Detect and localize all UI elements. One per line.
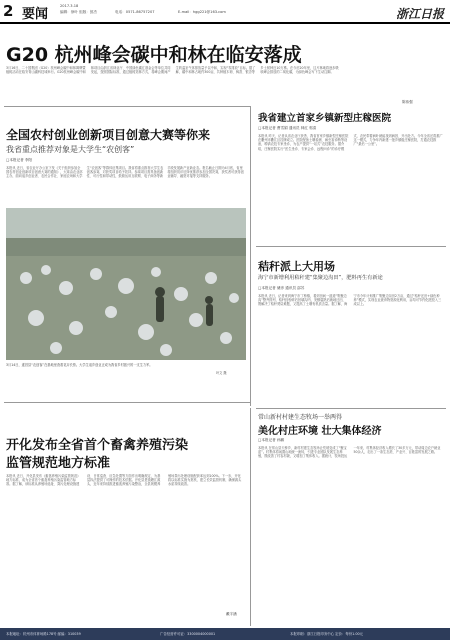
editor-line: 编辑：徐叶 组版：郎杰: [60, 10, 98, 14]
ranch-byline: □本报记者 孙鹏: [258, 438, 285, 442]
column-divider: [250, 106, 251, 406]
divider: [256, 408, 446, 409]
livestock-lead: 本报讯 近日，开化县发布《畜禽养殖污染监管规范》地方标准，成为全省首个畜禽养殖污染监管地方标准。: [6, 474, 81, 487]
livestock-headline-2: 监管规范地方标准: [6, 456, 111, 471]
hospital-body-b: 据介绍，庄稼医院实行“医生坐诊、专家会诊、远程问诊”的诊疗模式，农民带着病叶就能找到病因、开出处方。今年全省还将推广这一模式，力争年内新建一批乡镇级庄稼医院，打通农技推广“最后一公里”。: [258, 134, 443, 151]
contest-subtitle: 我省重点推荐对象是大学生“农创客”: [6, 145, 135, 154]
column-divider: [250, 408, 251, 626]
phone-line: 电话：0571-86757207: [115, 10, 155, 14]
lead-body: 3月16日，二十国集团（G20）杭州峰会碳中和林揭牌暨植树活动在临安青山湖科技城举行。G20杭州峰会碳中和林项目由浙江省林业厅、中国绿色碳汇基金会等单位共同发起，按照国际标准，通过植树造林方式，将峰会期间产生的温室气体排放量予以中和，实现“零排放”目标。据了解，碳中和林占地约300亩，共种植木荷、枫香、银杏等乡土树种近10万株。在今后20年里，这片林地将逐步吸收峰会排放的二氧化碳，为绿色峰会写下生动注脚。: [6, 66, 339, 75]
ranch-body-b: 据统计，牧场投运一年来，村集体经济收入增长了30多万元，带动周边农户就业50余人，走出了一条生态美、产业兴、百姓富的发展之路。: [321, 446, 441, 459]
footer-license: 广告经营许可证：3300004000001: [160, 632, 216, 636]
header-rule: [0, 22, 450, 24]
ranch-body-a: 本报讯 在常山县天桥乡，新村村建生态牧场让荒坡变成了“聚宝盆”。村集体将闲置山地统一流转，引进专业团队发展生态养殖，既改善了村容村貌，又增加了集体收入。: [258, 446, 347, 459]
ranch-headline: 美化村庄环境 壮大集体经济: [258, 426, 382, 437]
hospital-headline: 我省建立首家乡镇新型庄稼医院: [258, 113, 392, 124]
livestock-byline: 戴宇涵: [226, 612, 237, 616]
contest-body-b: 参赛项目需具备创新性、可行性和带动性，鼓励运用互联网、电子商务等新手段发展新产业新业态。报名截止日期为4月底，省里将组织初评后择优推荐参加全国决赛，获奖者可获得创业辅导、融资对接等支持服务。: [86, 166, 244, 179]
divider: [4, 106, 250, 107]
photo-scene: [6, 208, 246, 360]
straw-body-b: 据了解，海宁市今年计划推广集聚边沟田2万亩，通过“秸秆还田+绿色种养”模式，实现农业废弃物资源化利用，亩均可节约化肥投入三成以上。: [331, 294, 442, 307]
ranch-kicker: 常山新村村建生态牧场一举两得: [258, 414, 343, 421]
livestock-body-b: 开化县是钱塘江源头，近年来持续推进畜禽养殖污染整治，全县规模养殖场粪污处理设施配套率达到100%。: [87, 474, 222, 487]
photo-caption: 3月14日，遂昌县“农创客”在基地里查看花卉长势。大学生返乡创业正成为我省乡村振兴的一支生力军。: [6, 363, 153, 367]
livestock-body-c: 下一步，开化将以标准实施为契机，建立长效监管机制，确保源头水质持续改善。: [168, 474, 242, 487]
straw-subtitle: 海宁市新增利用秸秆建“集聚边沟田”，肥料再生有新途: [258, 275, 383, 281]
livestock-body: [6, 474, 244, 624]
issue-date: 2017.3.18: [60, 4, 79, 8]
hospital-body-a: 本报讯 昨天，记者从省农业厅获悉，我省首家乡镇新型庄稼医院在衢州市衢江区挂牌成立。医院配备土壤检测、病虫害诊断等设备，聘请农技专家坐诊，为农户提供“一站式”农技服务。: [258, 134, 349, 147]
straw-body: [258, 294, 444, 404]
straw-body-a: 本报讯 近日，记者来到海宁市丁桥镇，看到田间一道道“集聚边沟”整齐排列，秸秆经粉碎后回填沟内，发酵腐熟后就地还田，既解决了秸秆焚烧难题，又提高了土壤有机质含量。: [258, 294, 347, 307]
contest-body-a: 本报讯 近日，省农业厅办公室下发《关于组织参加全国农村创业创新项目创意大赛的通知》，大赛由农业部主办，面向返乡创业者、农民合作社、家庭农场和大学生“农创客”等群体征集项目。我省将重点推荐大学生农创客参赛，对获奖项目给予扶持。: [6, 166, 164, 179]
contest-headline: 全国农村创业创新项目创意大赛等你来: [6, 128, 211, 142]
footer-address: 本报地址：杭州市体育场路178号 邮编：310039: [6, 632, 81, 636]
email-line: E-mail：hgg221@163.com: [178, 10, 226, 14]
flower-field-photo: [6, 208, 246, 360]
divider: [4, 402, 250, 403]
divider: [256, 246, 446, 247]
contest-body: [6, 166, 244, 204]
section-name: 要闻: [22, 7, 49, 22]
hospital-byline: □本报记者 曹雪娟 通讯员 林红 郭清: [258, 126, 317, 130]
page-footer: [0, 628, 450, 640]
masthead-logo: 浙江日报: [395, 7, 444, 21]
hospital-body: [258, 134, 444, 242]
lead-byline: 陈伟强: [402, 100, 413, 104]
photo-credit: 叶文 摄: [216, 371, 227, 375]
ranch-body: [258, 446, 444, 622]
footer-printer: 本报印刷：浙江日报印务中心 定价：每份1.00元: [290, 632, 364, 636]
page-number: 2: [3, 2, 14, 20]
livestock-headline-1: 开化发布全省首个畜禽养殖污染: [6, 438, 189, 453]
livestock-body-a: 据了解，该标准从养殖场选址、粪污处理设施建设、日常巡查、应急处置等方面作出明确规定，为基层执法提供了可操作的技术依据。: [12, 474, 161, 487]
straw-byline: □本报记者 储彦 通讯员 邵苏: [258, 286, 305, 290]
contest-byline: □本报记者 李阳: [6, 158, 33, 162]
straw-headline: 秸秆派上大用场: [258, 260, 335, 273]
lead-headline: G20 杭州峰会碳中和林在临安落成: [6, 44, 302, 66]
